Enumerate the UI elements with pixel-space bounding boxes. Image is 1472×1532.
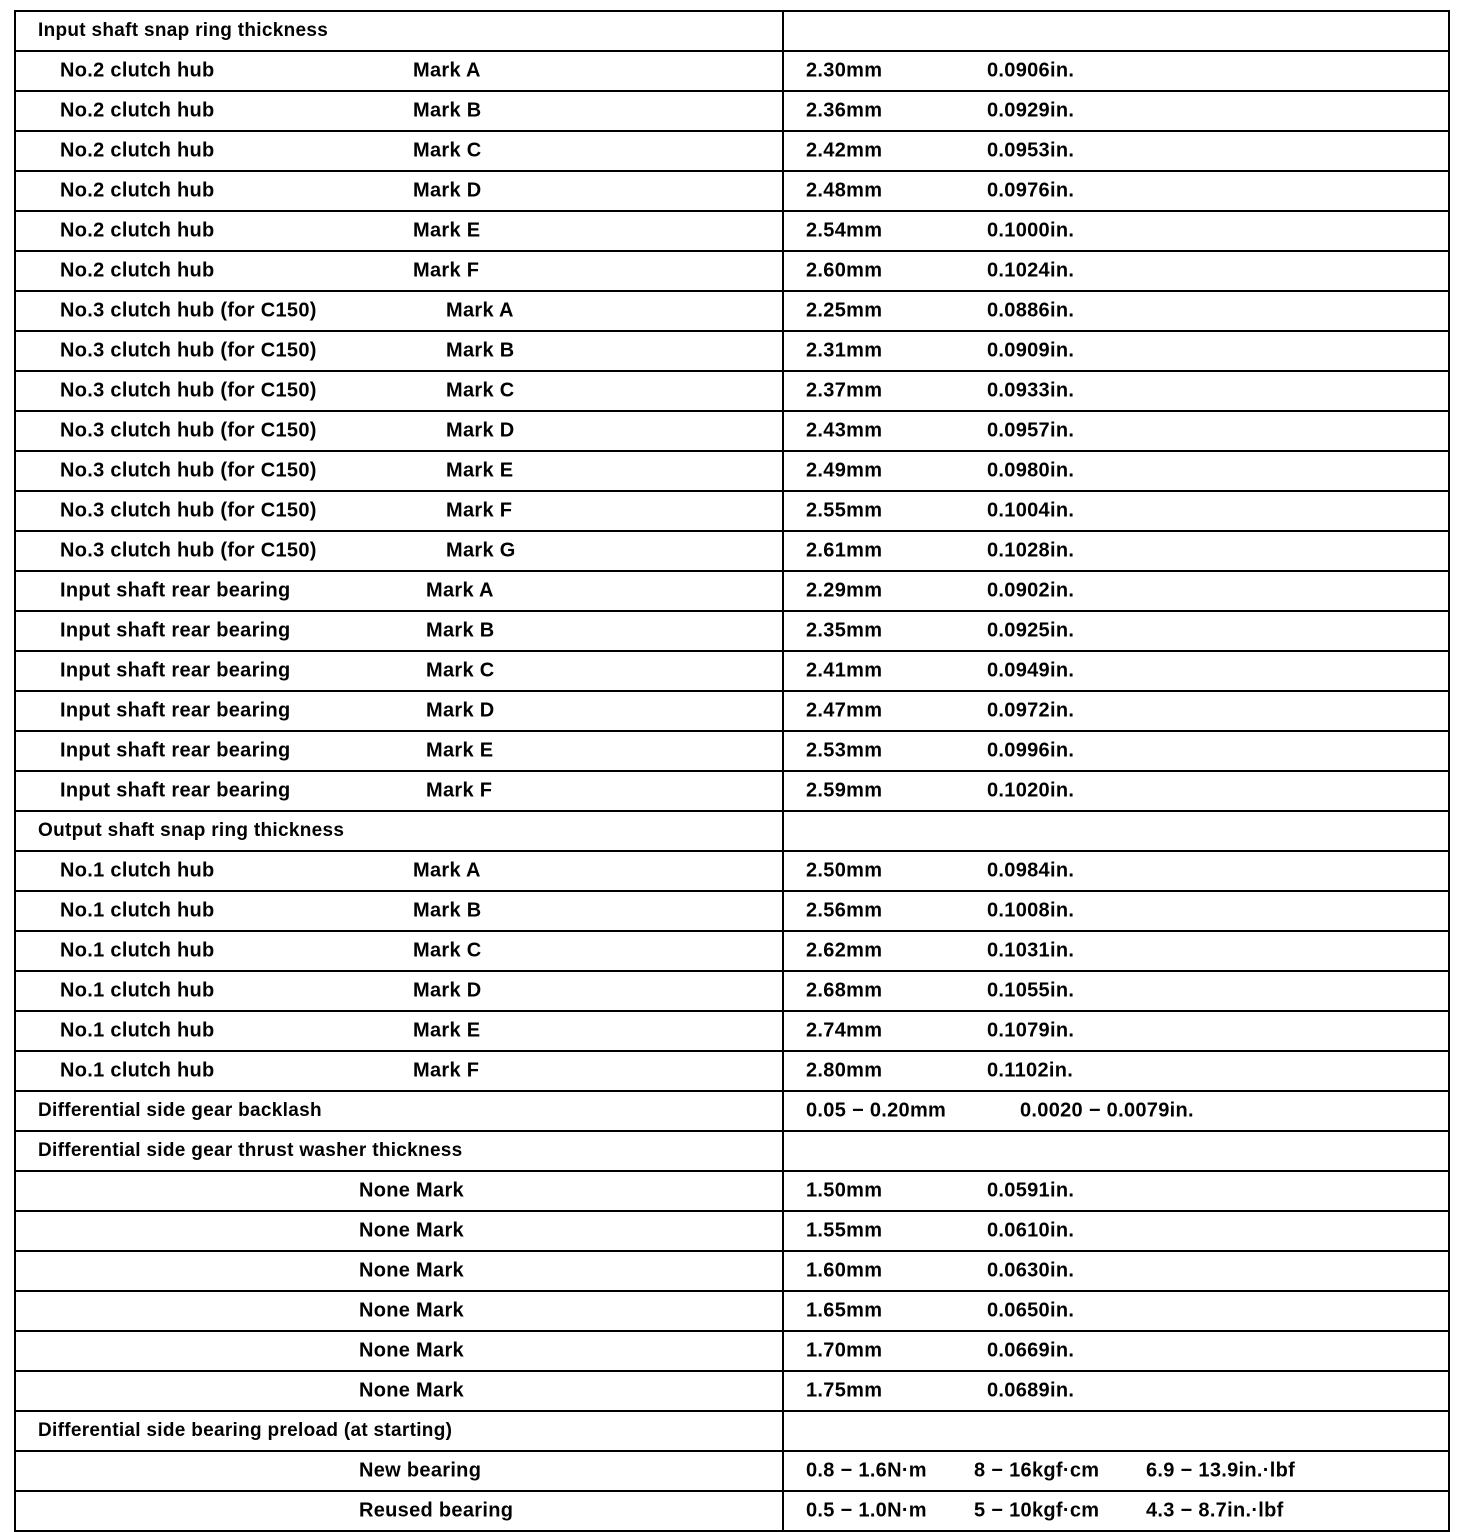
section-header-row: [14, 1092, 1450, 1132]
spec-cell: [14, 692, 784, 730]
table-row: [14, 1292, 1450, 1332]
value-inch: 0.0980in.: [987, 459, 1075, 482]
value-mm: 2.30mm: [806, 59, 883, 82]
value-cell: [784, 212, 1450, 250]
spec-cell: [14, 1012, 784, 1050]
value-mm: 1.65mm: [806, 1299, 883, 1322]
value-cell: [784, 92, 1450, 130]
table-row: [14, 212, 1450, 252]
table-row: [14, 572, 1450, 612]
value-cell: [784, 1372, 1450, 1410]
spec-cell: [14, 172, 784, 210]
spec-cell: [14, 252, 784, 290]
value-inch: 0.0976in.: [987, 179, 1075, 202]
value-cell: [784, 412, 1450, 450]
spec-cell: [14, 372, 784, 410]
spec-cell: [14, 1212, 784, 1250]
value-cell: [784, 1052, 1450, 1090]
table-row: [14, 972, 1450, 1012]
spec-cell: [14, 1052, 784, 1090]
value-cell: [784, 52, 1450, 90]
part-mark: Mark E: [413, 219, 481, 242]
part-mark: Mark E: [426, 739, 494, 762]
value-inch: 0.0996in.: [987, 739, 1075, 762]
part-mark: Mark A: [413, 859, 481, 882]
value-cell: [784, 252, 1450, 290]
part-mark: None Mark: [359, 1179, 464, 1202]
part-mark: Mark A: [446, 299, 514, 322]
table-row: [14, 1452, 1450, 1492]
part-name: No.2 clutch hub: [60, 259, 215, 282]
value-inch: 0.0933in.: [987, 379, 1075, 402]
value-cell: [784, 492, 1450, 530]
table-row: [14, 932, 1450, 972]
spec-cell: [14, 972, 784, 1010]
table-row: [14, 1332, 1450, 1372]
value-cell: [784, 932, 1450, 970]
value-mm: 0.05 − 0.20mm: [806, 1099, 947, 1122]
section-header-row: [14, 12, 1450, 52]
part-name: No.2 clutch hub: [60, 99, 215, 122]
spec-cell: [14, 452, 784, 490]
section-header-row: [14, 1412, 1450, 1452]
part-name: No.1 clutch hub: [60, 899, 215, 922]
value-mm: 2.55mm: [806, 499, 883, 522]
spec-cell: [14, 1252, 784, 1290]
value-cell: [784, 1332, 1450, 1370]
value-mm: 2.56mm: [806, 899, 883, 922]
spec-cell: [14, 412, 784, 450]
value-inch: 0.1102in.: [987, 1059, 1074, 1082]
value-inch: 0.0610in.: [987, 1219, 1075, 1242]
spec-cell: [14, 292, 784, 330]
value-inch: 0.0906in.: [987, 59, 1075, 82]
value-cell: [784, 12, 1450, 50]
section-header-row: [14, 1132, 1450, 1172]
part-mark: Mark D: [413, 179, 482, 202]
value-inch: 0.0886in.: [987, 299, 1075, 322]
table-row: [14, 52, 1450, 92]
part-mark: Mark F: [446, 499, 513, 522]
spec-cell: [14, 1332, 784, 1370]
table-row: [14, 332, 1450, 372]
part-name: No.3 clutch hub (for C150): [60, 539, 317, 562]
part-name: No.1 clutch hub: [60, 1059, 215, 1082]
table-row: [14, 412, 1450, 452]
table-row: [14, 612, 1450, 652]
part-mark: Mark F: [413, 1059, 480, 1082]
spec-cell: [14, 612, 784, 650]
table-row: [14, 772, 1450, 812]
spec-cell: [14, 1292, 784, 1330]
value-cell: [784, 1132, 1450, 1170]
table-row: [14, 852, 1450, 892]
part-mark: Mark C: [446, 379, 515, 402]
table-row: [14, 1372, 1450, 1412]
value-cell: [784, 1212, 1450, 1250]
value-cell: [784, 332, 1450, 370]
part-name: No.3 clutch hub (for C150): [60, 379, 317, 402]
value-inch: 0.0925in.: [987, 619, 1075, 642]
value-mm: 2.36mm: [806, 99, 883, 122]
section-title: Differential side gear thrust washer thickness: [38, 1140, 463, 1161]
part-name: Input shaft rear bearing: [60, 659, 291, 682]
section-title: Differential side gear backlash: [38, 1100, 322, 1121]
value-nm: 0.8 − 1.6N·m: [806, 1459, 927, 1482]
part-mark: Mark B: [446, 339, 515, 362]
spec-cell: [14, 892, 784, 930]
table-row: [14, 252, 1450, 292]
spec-table: [14, 10, 1450, 1532]
value-cell: [784, 1452, 1450, 1490]
value-mm: 2.59mm: [806, 779, 883, 802]
part-mark: Mark D: [426, 699, 495, 722]
value-mm: 2.29mm: [806, 579, 883, 602]
value-mm: 2.41mm: [806, 659, 883, 682]
value-mm: 2.80mm: [806, 1059, 883, 1082]
part-name: No.2 clutch hub: [60, 139, 215, 162]
value-cell: [784, 1252, 1450, 1290]
value-inch: 0.1031in.: [987, 939, 1075, 962]
value-inlbf: 6.9 − 13.9in.·lbf: [1146, 1459, 1296, 1482]
table-row: [14, 372, 1450, 412]
part-mark: None Mark: [359, 1379, 464, 1402]
table-row: [14, 292, 1450, 332]
part-name: No.3 clutch hub (for C150): [60, 419, 317, 442]
spec-cell: [14, 532, 784, 570]
value-cell: [784, 1412, 1450, 1450]
value-mm: 1.70mm: [806, 1339, 883, 1362]
value-cell: [784, 732, 1450, 770]
value-mm: 2.50mm: [806, 859, 883, 882]
value-mm: 2.62mm: [806, 939, 883, 962]
spec-cell: [14, 1172, 784, 1210]
value-inch: 0.0909in.: [987, 339, 1075, 362]
part-name: No.2 clutch hub: [60, 59, 215, 82]
part-mark: Mark B: [413, 899, 482, 922]
value-cell: [784, 612, 1450, 650]
table-row: [14, 1172, 1450, 1212]
value-inch: 0.1024in.: [987, 259, 1075, 282]
value-inch: 0.0591in.: [987, 1179, 1075, 1202]
spec-cell: [14, 1092, 784, 1130]
spec-cell: [14, 1412, 784, 1450]
table-row: [14, 492, 1450, 532]
spec-cell: [14, 812, 784, 850]
table-row: [14, 452, 1450, 492]
value-cell: [784, 812, 1450, 850]
value-cell: [784, 292, 1450, 330]
value-cell: [784, 1492, 1450, 1530]
table-row: [14, 892, 1450, 932]
value-kgf: 8 − 16kgf·cm: [974, 1459, 1100, 1482]
value-inch: 0.0972in.: [987, 699, 1075, 722]
value-inch: 0.1020in.: [987, 779, 1075, 802]
part-mark: Mark G: [446, 539, 516, 562]
value-inch: 0.1055in.: [987, 979, 1075, 1002]
table-row: [14, 1252, 1450, 1292]
value-mm: 2.35mm: [806, 619, 883, 642]
value-inch: 0.1000in.: [987, 219, 1075, 242]
value-inch: 0.1008in.: [987, 899, 1075, 922]
value-cell: [784, 1012, 1450, 1050]
value-mm: 2.74mm: [806, 1019, 883, 1042]
value-mm: 2.25mm: [806, 299, 883, 322]
part-name: No.2 clutch hub: [60, 179, 215, 202]
value-cell: [784, 692, 1450, 730]
value-mm: 1.50mm: [806, 1179, 883, 1202]
value-inch: 0.0957in.: [987, 419, 1075, 442]
part-mark: None Mark: [359, 1219, 464, 1242]
value-cell: [784, 1172, 1450, 1210]
part-name: No.3 clutch hub (for C150): [60, 459, 317, 482]
value-inch: 0.0689in.: [987, 1379, 1075, 1402]
spec-cell: [14, 852, 784, 890]
value-cell: [784, 172, 1450, 210]
value-cell: [784, 892, 1450, 930]
table-row: [14, 1012, 1450, 1052]
value-mm: 2.31mm: [806, 339, 883, 362]
value-cell: [784, 132, 1450, 170]
table-row: [14, 692, 1450, 732]
section-title: Input shaft snap ring thickness: [38, 20, 329, 41]
part-mark: None Mark: [359, 1299, 464, 1322]
value-mm: 2.43mm: [806, 419, 883, 442]
part-mark: None Mark: [359, 1339, 464, 1362]
part-mark: Mark C: [426, 659, 495, 682]
spec-cell: [14, 1492, 784, 1530]
table-row: [14, 132, 1450, 172]
part-mark: Mark E: [413, 1019, 481, 1042]
value-mm: 2.60mm: [806, 259, 883, 282]
value-mm: 1.75mm: [806, 1379, 883, 1402]
spec-cell: [14, 932, 784, 970]
value-nm: 0.5 − 1.0N·m: [806, 1499, 927, 1522]
value-cell: [784, 772, 1450, 810]
value-cell: [784, 852, 1450, 890]
part-mark: Mark A: [426, 579, 494, 602]
part-mark: Mark D: [413, 979, 482, 1002]
part-name: No.3 clutch hub (for C150): [60, 499, 317, 522]
spec-cell: [14, 492, 784, 530]
part-mark: Mark C: [413, 139, 482, 162]
part-name: Input shaft rear bearing: [60, 779, 291, 802]
part-mark: Mark A: [413, 59, 481, 82]
table-row: [14, 92, 1450, 132]
value-mm: 2.42mm: [806, 139, 883, 162]
part-name: No.1 clutch hub: [60, 1019, 215, 1042]
value-mm: 2.47mm: [806, 699, 883, 722]
value-inch: 0.0949in.: [987, 659, 1075, 682]
value-inch: 0.0630in.: [987, 1259, 1075, 1282]
section-header-row: [14, 812, 1450, 852]
value-mm: 2.49mm: [806, 459, 883, 482]
value-inch: 0.0020 − 0.0079in.: [1020, 1099, 1194, 1122]
value-inch: 0.1004in.: [987, 499, 1075, 522]
spec-cell: [14, 92, 784, 130]
part-name: No.3 clutch hub (for C150): [60, 299, 317, 322]
value-cell: [784, 572, 1450, 610]
table-row: [14, 1212, 1450, 1252]
part-mark: Mark B: [413, 99, 482, 122]
value-mm: 2.48mm: [806, 179, 883, 202]
part-mark: None Mark: [359, 1259, 464, 1282]
value-kgf: 5 − 10kgf·cm: [974, 1499, 1100, 1522]
bearing-type: New bearing: [359, 1459, 482, 1482]
table-row: [14, 1052, 1450, 1092]
table-row: [14, 172, 1450, 212]
spec-cell: [14, 52, 784, 90]
spec-cell: [14, 1372, 784, 1410]
part-name: No.1 clutch hub: [60, 939, 215, 962]
value-mm: 2.61mm: [806, 539, 883, 562]
spec-cell: [14, 652, 784, 690]
part-name: No.1 clutch hub: [60, 859, 215, 882]
part-mark: Mark E: [446, 459, 514, 482]
value-mm: 2.37mm: [806, 379, 883, 402]
table-row: [14, 532, 1450, 572]
value-cell: [784, 1292, 1450, 1330]
part-name: No.3 clutch hub (for C150): [60, 339, 317, 362]
value-inch: 0.0669in.: [987, 1339, 1075, 1362]
spec-cell: [14, 212, 784, 250]
spec-cell: [14, 732, 784, 770]
table-row: [14, 1492, 1450, 1532]
value-inch: 0.0929in.: [987, 99, 1075, 122]
value-cell: [784, 372, 1450, 410]
section-title: Differential side bearing preload (at starting): [38, 1420, 453, 1441]
spec-cell: [14, 332, 784, 370]
value-cell: [784, 452, 1450, 490]
value-inch: 0.0902in.: [987, 579, 1075, 602]
value-inch: 0.0984in.: [987, 859, 1075, 882]
spec-cell: [14, 12, 784, 50]
part-mark: Mark F: [413, 259, 480, 282]
part-name: No.2 clutch hub: [60, 219, 215, 242]
section-title: Output shaft snap ring thickness: [38, 820, 345, 841]
value-cell: [784, 652, 1450, 690]
table-row: [14, 652, 1450, 692]
value-inch: 0.1028in.: [987, 539, 1075, 562]
part-name: Input shaft rear bearing: [60, 699, 291, 722]
part-name: Input shaft rear bearing: [60, 739, 291, 762]
bearing-type: Reused bearing: [359, 1499, 514, 1522]
value-mm: 1.55mm: [806, 1219, 883, 1242]
part-name: Input shaft rear bearing: [60, 579, 291, 602]
part-name: No.1 clutch hub: [60, 979, 215, 1002]
table-row: [14, 732, 1450, 772]
value-mm: 2.68mm: [806, 979, 883, 1002]
value-inch: 0.0650in.: [987, 1299, 1075, 1322]
part-name: Input shaft rear bearing: [60, 619, 291, 642]
part-mark: Mark F: [426, 779, 493, 802]
value-inch: 0.1079in.: [987, 1019, 1075, 1042]
part-mark: Mark C: [413, 939, 482, 962]
value-cell: [784, 1092, 1450, 1130]
spec-cell: [14, 1452, 784, 1490]
spec-cell: [14, 572, 784, 610]
value-mm: 2.53mm: [806, 739, 883, 762]
value-inch: 0.0953in.: [987, 139, 1075, 162]
spec-cell: [14, 772, 784, 810]
value-inlbf: 4.3 − 8.7in.·lbf: [1146, 1499, 1284, 1522]
spec-cell: [14, 1132, 784, 1170]
value-mm: 2.54mm: [806, 219, 883, 242]
part-mark: Mark D: [446, 419, 515, 442]
value-mm: 1.60mm: [806, 1259, 883, 1282]
value-cell: [784, 532, 1450, 570]
spec-cell: [14, 132, 784, 170]
value-cell: [784, 972, 1450, 1010]
part-mark: Mark B: [426, 619, 495, 642]
